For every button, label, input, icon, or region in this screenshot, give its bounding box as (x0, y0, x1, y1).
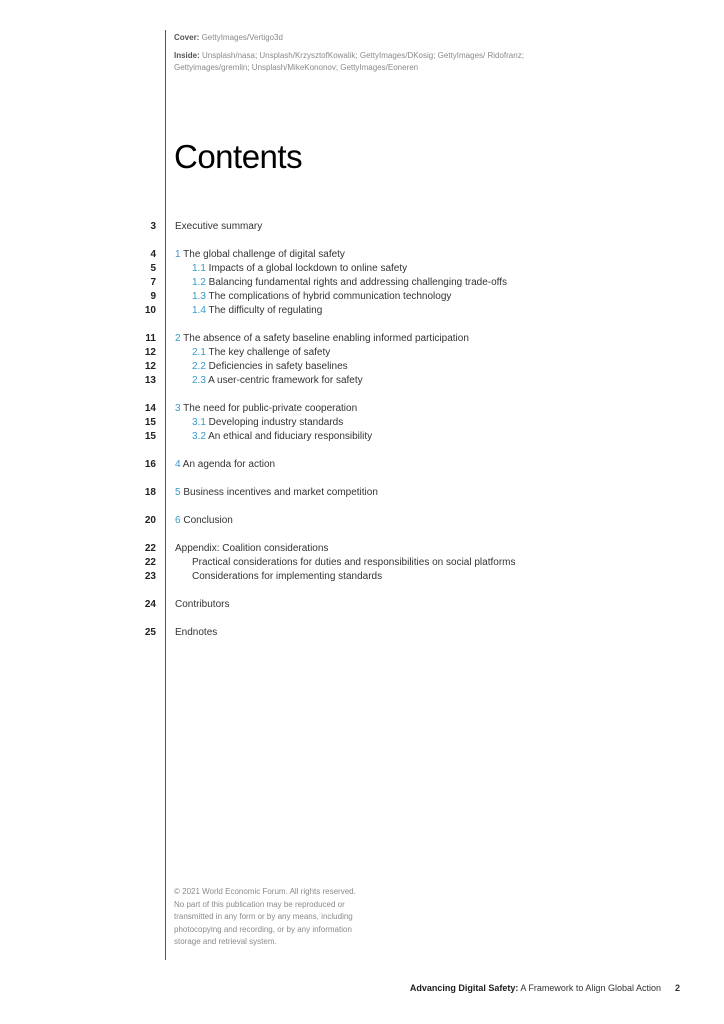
toc-page-number: 22 (144, 543, 156, 554)
toc-entry-text (175, 220, 262, 234)
toc-group (0, 458, 724, 472)
toc-group (0, 248, 724, 318)
cover-credit (174, 32, 574, 44)
toc-section-number: 2.1 (192, 347, 206, 358)
toc-entry[interactable] (0, 332, 724, 346)
toc-entry-text (192, 360, 348, 374)
footer-title-rest: A Framework to Align Global Action (518, 983, 661, 993)
toc-page-number: 23 (144, 571, 156, 582)
toc-entry-text (192, 304, 322, 318)
toc-group (0, 220, 724, 234)
toc-section-number: 2 (175, 333, 181, 344)
toc-section-title: Deficiencies in safety baselines (205, 361, 348, 372)
toc-entry[interactable] (0, 360, 724, 374)
page-title: Contents (174, 138, 303, 175)
toc-page-number: 4 (150, 249, 156, 260)
toc-entry-text (192, 262, 407, 276)
toc-page-number: 12 (144, 347, 156, 358)
toc-entry-text (175, 402, 357, 416)
toc-page-number: 25 (144, 627, 156, 638)
toc-entry-text (192, 556, 516, 570)
toc-page-number: 15 (144, 417, 156, 428)
toc-section-number: 6 (175, 515, 181, 526)
toc-page-number: 15 (144, 431, 156, 442)
toc-entry[interactable] (0, 556, 724, 570)
toc-section-title: The key challenge of safety (205, 347, 331, 358)
toc-page-number: 14 (144, 403, 156, 414)
toc-entry-text (192, 276, 507, 290)
toc-entry-text (175, 332, 469, 346)
toc-section-title: Endnotes (175, 627, 218, 638)
toc-section-number: 3.2 (192, 431, 206, 442)
toc-section-title: Conclusion (180, 515, 233, 526)
toc-section-title: The difficulty of regulating (205, 305, 323, 316)
toc-section-number: 3.1 (192, 417, 206, 428)
toc-group (0, 626, 724, 640)
copyright-notice: © 2021 World Economic Forum. All rights reserved. No part of this publication may be reproduced or transmitted in any form or by any means, including photocopying and recording, or by any information storage and retrieval system. (174, 887, 356, 946)
toc-entry[interactable] (0, 374, 724, 388)
toc-section-title: Considerations for implementing standards (192, 571, 383, 582)
toc-entry-text (192, 290, 451, 304)
toc-entry[interactable] (0, 626, 724, 640)
toc-entry[interactable] (0, 570, 724, 584)
footer-title-bold: Advancing Digital Safety: (409, 983, 519, 993)
toc-entry[interactable] (0, 262, 724, 276)
toc-entry-text (175, 598, 229, 612)
toc-entry-text (192, 374, 363, 388)
toc-entry-text (192, 430, 372, 444)
toc-section-title: Developing industry standards (205, 417, 344, 428)
image-credits (174, 32, 574, 80)
toc-section-number: 4 (175, 459, 181, 470)
toc-entry-text (192, 570, 382, 584)
toc-page-number: 9 (150, 291, 156, 302)
page-footer (410, 983, 680, 993)
inside-credit (174, 50, 574, 74)
toc-section-title: Executive summary (175, 221, 263, 232)
toc-entry[interactable] (0, 416, 724, 430)
toc-section-title: The complications of hybrid communication technology (205, 291, 452, 302)
toc-entry-text (175, 542, 328, 556)
toc-entry[interactable] (0, 220, 724, 234)
toc-page-number: 3 (150, 221, 156, 232)
toc-entry[interactable] (0, 402, 724, 416)
toc-section-number: 1.3 (192, 291, 206, 302)
toc-page-number: 12 (144, 361, 156, 372)
page-number: 2 (674, 983, 680, 993)
toc-entry[interactable] (0, 276, 724, 290)
toc-page-number: 16 (144, 459, 156, 470)
toc-section-title: Balancing fundamental rights and addressing challenging trade-offs (205, 277, 508, 288)
toc-group (0, 402, 724, 444)
toc-entry[interactable] (0, 304, 724, 318)
toc-section-title: An agenda for action (180, 459, 276, 470)
toc-entry-text (175, 486, 378, 500)
toc-section-title: Impacts of a global lockdown to online safety (205, 263, 408, 274)
inside-label: Inside: (174, 51, 200, 60)
toc-section-title: The absence of a safety baseline enabling informed participation (180, 333, 469, 344)
toc-section-title: Appendix: Coalition considerations (175, 543, 329, 554)
toc-page-number: 22 (144, 557, 156, 568)
toc-entry-text (175, 458, 275, 472)
toc-entry[interactable] (0, 486, 724, 500)
toc-page-number: 24 (144, 599, 156, 610)
toc-entry[interactable] (0, 346, 724, 360)
toc-section-number: 3 (175, 403, 181, 414)
inside-text: Unsplash/nasa; Unsplash/KrzysztofKowalik; GettyImages/DKosig; GettyImages/ Ridofranz; Gettyimages/gremlin; Unsplash/MikeKononov; GettyImages/Eoneren (174, 51, 524, 72)
toc-entry[interactable] (0, 458, 724, 472)
toc-entry-text (175, 514, 233, 528)
toc-section-title: Contributors (175, 599, 230, 610)
toc-entry[interactable] (0, 430, 724, 444)
toc-section-number: 1.2 (192, 277, 206, 288)
toc-entry[interactable] (0, 290, 724, 304)
toc-section-number: 2.2 (192, 361, 206, 372)
toc-section-title: An ethical and fiduciary responsibility (205, 431, 373, 442)
table-of-contents (0, 220, 724, 654)
toc-group (0, 332, 724, 388)
toc-section-number: 2.3 (192, 375, 206, 386)
toc-group (0, 514, 724, 528)
toc-section-title: Practical considerations for duties and responsibilities on social platforms (192, 557, 516, 568)
toc-entry[interactable] (0, 542, 724, 556)
toc-section-title: The need for public-private cooperation (180, 403, 358, 414)
toc-entry[interactable] (0, 514, 724, 528)
toc-page-number: 13 (144, 375, 156, 386)
toc-entry-text (175, 248, 345, 262)
toc-section-title: Business incentives and market competition (180, 487, 378, 498)
cover-text: GettyImages/Vertigo3d (201, 33, 283, 42)
toc-page-number: 5 (150, 263, 156, 274)
toc-page-number: 7 (150, 277, 156, 288)
toc-page-number: 18 (144, 487, 156, 498)
toc-entry[interactable] (0, 598, 724, 612)
toc-section-title: A user-centric framework for safety (205, 375, 363, 386)
toc-page-number: 11 (145, 333, 156, 344)
toc-entry-text (175, 626, 217, 640)
toc-group (0, 486, 724, 500)
toc-entry-text (192, 346, 330, 360)
toc-section-title: The global challenge of digital safety (180, 249, 345, 260)
toc-section-number: 1.1 (192, 263, 206, 274)
toc-entry[interactable] (0, 248, 724, 262)
toc-section-number: 5 (175, 487, 181, 498)
toc-group (0, 542, 724, 584)
toc-section-number: 1 (175, 249, 181, 260)
cover-label: Cover: (174, 33, 200, 42)
toc-page-number: 20 (144, 515, 156, 526)
toc-page-number: 10 (144, 305, 156, 316)
toc-group (0, 598, 724, 612)
toc-entry-text (192, 416, 343, 430)
toc-section-number: 1.4 (192, 305, 206, 316)
